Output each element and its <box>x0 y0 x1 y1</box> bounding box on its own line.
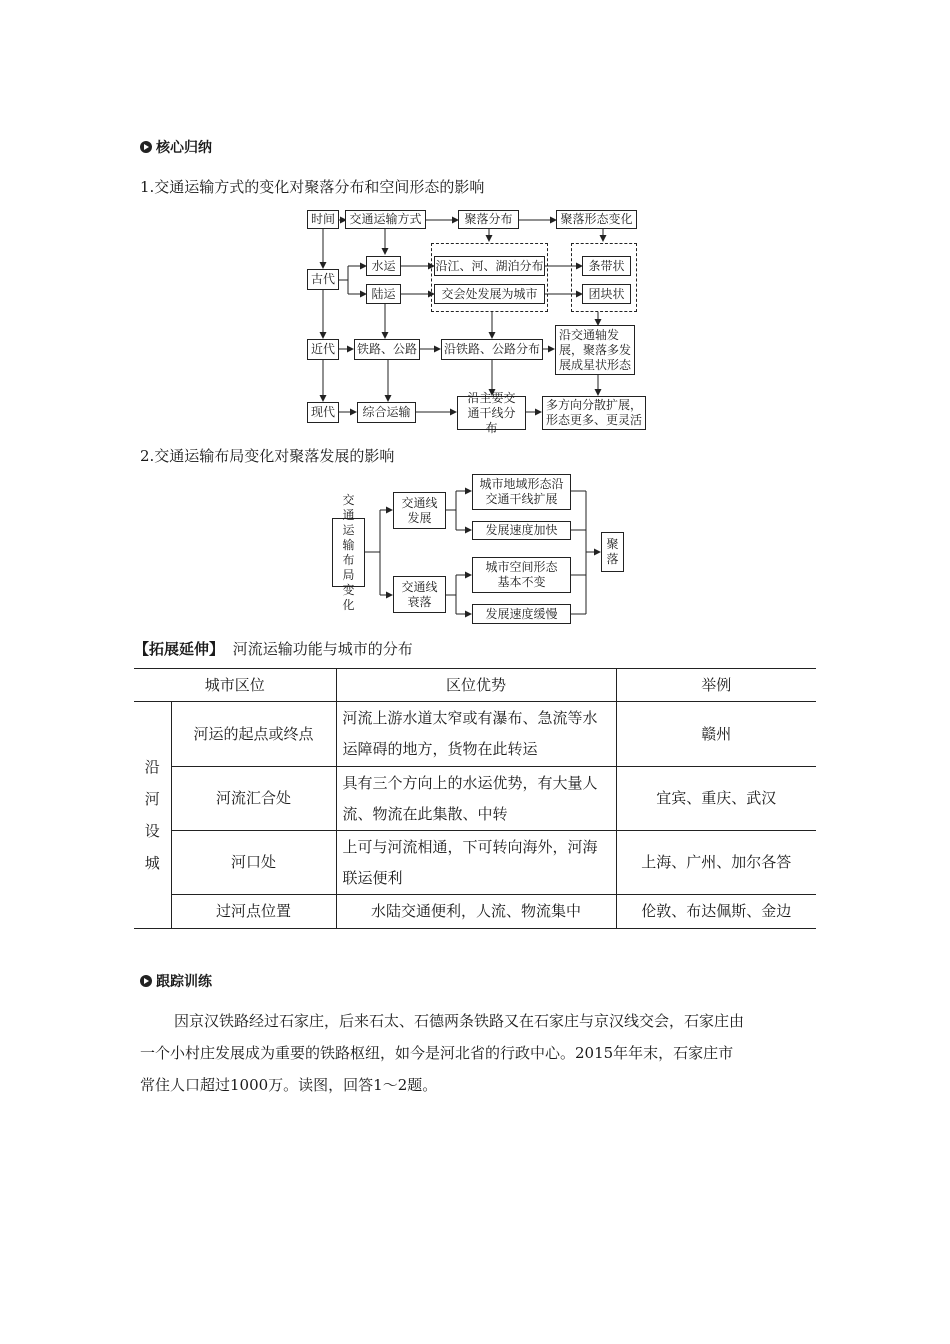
box-modern: 近代 <box>307 339 339 360</box>
header-city-location: 城市区位 <box>134 669 336 702</box>
header-example: 举例 <box>616 669 816 702</box>
cell-advantage: 水陆交通便利，人流、物流集中 <box>336 895 616 929</box>
box-layout-change: 交通运输布局变化 <box>332 518 365 587</box>
box-contemporary: 现代 <box>307 402 339 423</box>
box-transport-mode: 交通运输方式 <box>345 210 426 229</box>
box-slower: 发展速度缓慢 <box>472 604 571 624</box>
box-rail-road: 铁路、公路 <box>354 339 420 360</box>
cell-advantage: 具有三个方向上的水运优势，有大量人流、物流在此集散、中转 <box>336 767 616 831</box>
header-advantage: 区位优势 <box>336 669 616 702</box>
box-multi-direction: 多方向分散扩展，形态更多、更灵活 <box>542 396 646 430</box>
box-block-form: 团块状 <box>582 284 631 304</box>
cell-location: 过河点位置 <box>171 895 336 929</box>
cell-example: 赣州 <box>616 702 816 767</box>
section-title: 核心归纳 <box>156 140 212 156</box>
box-time: 时间 <box>307 210 339 229</box>
table-row <box>134 831 816 895</box>
box-line-decline: 交通线衰落 <box>393 576 446 613</box>
group-label-along-river: 沿 河 设 城 <box>134 702 171 929</box>
item-1-title: 1.交通运输方式的变化对聚落分布和空间形态的影响 <box>140 178 485 196</box>
box-intersection-city: 交会处发展为城市 <box>434 284 545 304</box>
box-along-rail-road: 沿铁路、公路分布 <box>441 339 543 360</box>
box-line-development: 交通线发展 <box>393 492 446 529</box>
table-header-row <box>134 669 816 702</box>
cell-advantage: 上可与河流相通，下可转向海外，河海联运便利 <box>336 831 616 895</box>
extension-heading <box>134 638 413 659</box>
table-row <box>134 895 816 929</box>
box-expand-along-lines: 城市地域形态沿交通干线扩展 <box>472 474 571 510</box>
cell-example: 上海、广州、加尔各答 <box>616 831 816 895</box>
cell-location: 河口处 <box>171 831 336 895</box>
practice-line-1: 因京汉铁路经过石家庄，后来石太、石德两条铁路又在石家庄与京汉线交会，石家庄由 <box>174 1012 745 1030</box>
box-star-form: 沿交通轴发展，聚落多发展成星状形态 <box>555 325 635 375</box>
box-land-transport: 陆运 <box>366 284 401 304</box>
box-integrated-transport: 综合运输 <box>357 402 416 423</box>
table-row <box>134 702 816 767</box>
extension-tag: 【拓展延伸】 <box>134 640 225 658</box>
extension-title: 河流运输功能与城市的分布 <box>232 640 413 658</box>
cell-example: 伦敦、布达佩斯、金边 <box>616 895 816 929</box>
cell-example: 宜宾、重庆、武汉 <box>616 767 816 831</box>
practice-line-2: 一个小村庄发展成为重要的铁路枢纽，如今是河北省的行政中心。2015年年末，石家庄市 <box>140 1044 734 1062</box>
box-form-unchanged: 城市空间形态基本不变 <box>472 557 571 593</box>
practice-line-3: 常住人口超过1000万。读图，回答1～2题。 <box>140 1076 438 1094</box>
river-city-table <box>134 668 816 929</box>
flowchart-2-connectors <box>0 0 950 640</box>
box-settlement-form-change: 聚落形态变化 <box>556 210 637 229</box>
box-settlement: 聚落 <box>601 532 624 572</box>
box-faster: 发展速度加快 <box>472 521 571 540</box>
box-settlement-distribution: 聚落分布 <box>458 210 519 229</box>
box-ancient: 古代 <box>307 269 339 290</box>
cell-advantage: 河流上游水道太窄或有瀑布、急流等水运障碍的地方，货物在此转运 <box>336 702 616 767</box>
play-circle-icon <box>140 975 152 987</box>
cell-location: 河流汇合处 <box>171 767 336 831</box>
box-strip-form: 条带状 <box>582 256 631 276</box>
box-along-trunk-lines: 沿主要交通干线分布 <box>457 396 526 430</box>
box-along-rivers: 沿江、河、湖泊分布 <box>434 256 545 276</box>
box-water-transport: 水运 <box>366 256 401 276</box>
table-row <box>134 767 816 831</box>
cell-location: 河运的起点或终点 <box>171 702 336 767</box>
item-2-title: 2.交通运输布局变化对聚落发展的影响 <box>140 447 395 465</box>
section-title: 跟踪训练 <box>156 974 212 990</box>
section-heading-practice <box>140 971 212 991</box>
